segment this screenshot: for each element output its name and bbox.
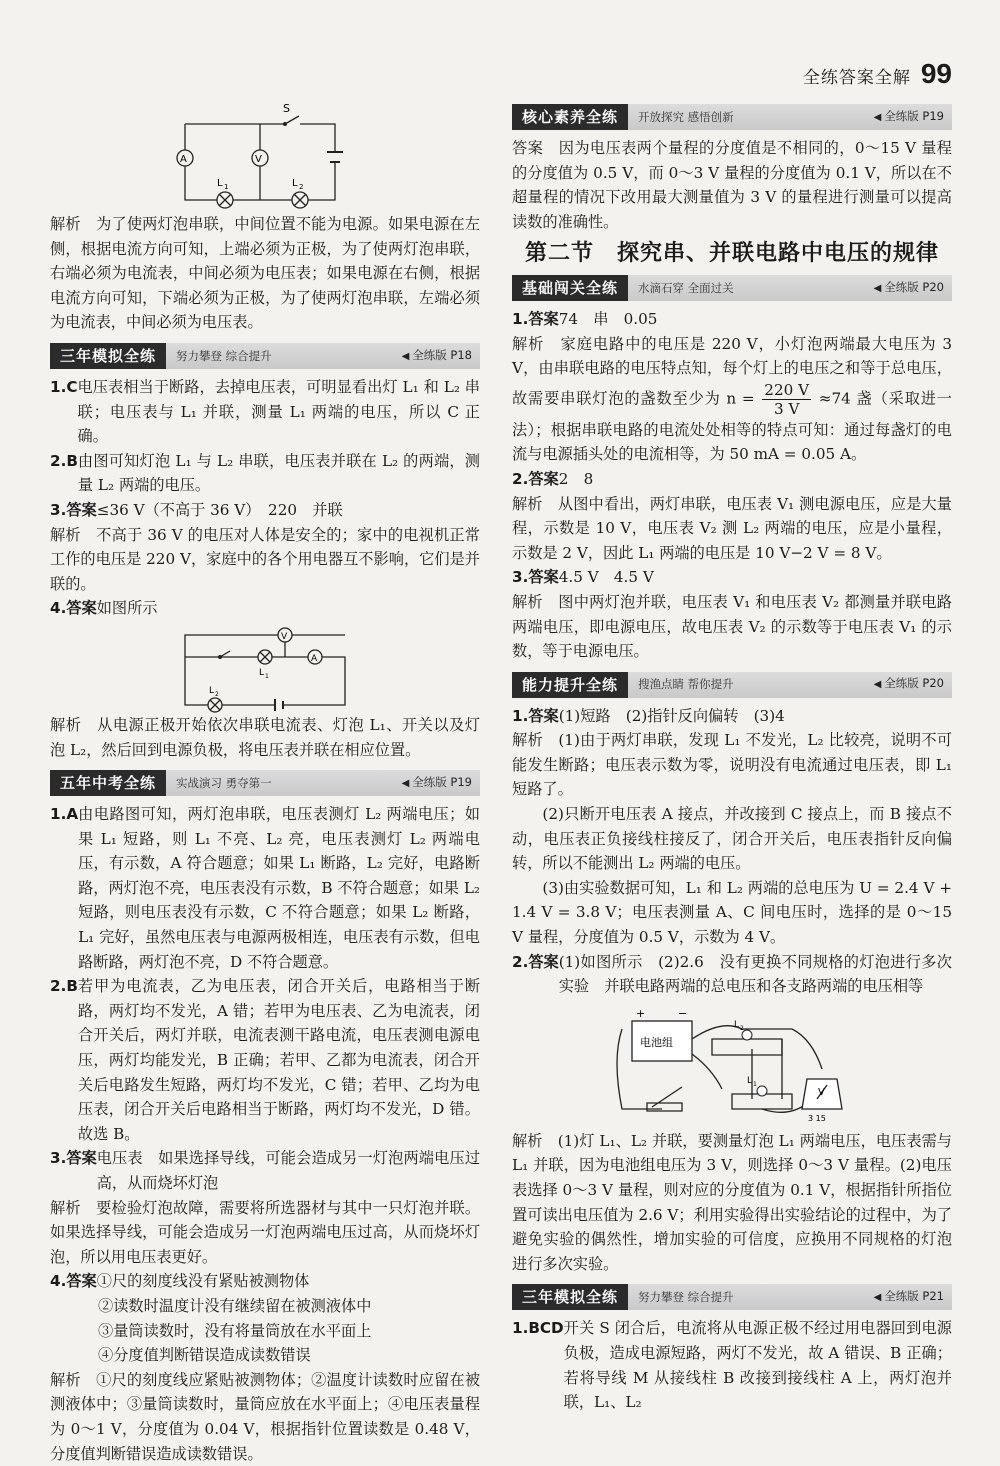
lamp-l2-label: L (734, 1019, 740, 1030)
basic-question-1-answer: 1.答案 74 串 0.05 (512, 309, 658, 328)
right-column (512, 100, 952, 1415)
banner-five-year-exam (50, 770, 480, 796)
banner-subtitle: 开放探究 感悟创新 (638, 109, 734, 124)
question-4-answer: 4.答案 如图所示 (50, 599, 158, 618)
ammeter-label: A (180, 154, 187, 165)
lamp-l1-label: L (747, 1075, 753, 1086)
arrow-icon: ◀ (873, 111, 882, 123)
question-4-analysis: 解析 从电源正极开始依次串联电流表、灯泡 L₁、开关以及灯泡 L₂，然后回到电源负极，将电压表并联在相应位置。 (50, 715, 480, 759)
banner-subtitle: 搜渔点睛 帮你提升 (638, 677, 734, 692)
switch-label: S (283, 102, 290, 115)
arrow-icon: ◀ (873, 1292, 882, 1304)
core-answer: 答案 因为电压表两个量程的分度值是不相同的，0～15 V 量程的分度值为 0.5 V，而 0～3 V 量程的分度值为 0.1 V，所以在不超量程的情况下改用最大测量值为 3 V 的量程进行测量可以提高读数的准确性。 (512, 139, 952, 231)
arrow-icon: ◀ (873, 282, 882, 294)
exam-question-1: 1.A 由电路图可知，两灯泡串联，电压表测灯 L₂ 两端电压；如果 L₁ 短路，则 L₁ 不亮、L₂ 亮，电压表测灯 L₂ 两端电压，有示数，A 符合题意；如果 L₁ 断路，L₂ 完好，电路断路，两灯泡不亮，电压表没有示数，B 不符合题意；如果 L₂ 短路，则电压表没有示数，C 不符合题意；如果 L₂ 断路，L₁ 完好，虽然电压表与电源两极相连，电压表有示数，但电路断路，两灯泡不亮，D 不符合题意。 (50, 805, 480, 971)
section-title: 第二节 探究串、并联电路中电压的规律 (524, 241, 939, 267)
left-column (50, 100, 480, 1466)
ammeter-label: A (311, 653, 318, 664)
svg-text:1: 1 (224, 183, 229, 191)
basic-question-1-analysis: 解析 家庭电路中的电压是 220 V，小灯泡两端最大电压为 3 V，由串联电路的电压特点知，每个灯上的电压之和等于总电压，故需要串联灯泡的盏数至少为 n = $\frac{220 V}{3 V}$ ≈74 盏（采取进一法）；根据串联电路的电流处处相等的特点可知：通过每盏灯的电流与电源插头处的电流相等，为 50 mA = 0.05 A。 (512, 334, 952, 464)
circuit-apparatus-diagram (612, 999, 852, 1129)
exam-question-3-analysis: 解析 要检验灯泡故障，需要将所选器材与其中一只灯泡并联。如果选择导线，可能会造成另一灯泡两端电压过高，从而烧坏灯泡，所以用电压表更好。 (50, 1198, 480, 1266)
svg-text:1: 1 (265, 672, 269, 680)
arrow-icon: ◀ (401, 777, 410, 789)
question-1: 1.C 电压表相当于断路，去掉电压表，可明显看出灯 L₁ 和 L₂ 串联；电压表与 L₁ 并联，测量 L₁ 两端的电压，所以 C 正确。 (50, 377, 480, 446)
basic-question-2-analysis: 解析 从图中看出，两灯串联，电压表 V₁ 测电源电压，应是大量程，示数是 10 V，电压表 V₂ 测 L₂ 两端的电压，应是小量程，示数是 2 V，因此 L₁ 两端的电压是 10 V−2 V = 8 V。 (512, 494, 952, 562)
banner-subtitle: 努力攀登 综合提升 (176, 348, 272, 363)
banner-title: 能力提升全练 (516, 672, 628, 698)
lamp-l2-label: L (292, 178, 298, 189)
banner-three-year-mock-2 (512, 1284, 952, 1310)
exam-question-3-answer: 3.答案 电压表 如果选择导线，可能会造成另一灯泡两端电压过高，从而烧坏灯泡 (50, 1149, 480, 1192)
banner-subtitle: 实战演习 勇夺第一 (176, 775, 272, 790)
voltmeter-scale: 3 15 (808, 1113, 826, 1123)
page-number: 99 (920, 58, 952, 89)
banner-page-ref: ◀ 全练版 P20 (873, 676, 944, 691)
lamp-l2-label: L (209, 685, 215, 696)
banner-title: 三年模拟全练 (516, 1284, 628, 1310)
banner-subtitle: 努力攀登 综合提升 (638, 1290, 734, 1305)
banner-title: 基础闯关全练 (516, 275, 628, 301)
ability-question-2-analysis: 解析 (1)灯 L₁、L₂ 并联，要测量灯泡 L₁ 两端电压，电压表需与 L₁ 并联，因为电池组电压为 3 V，则选择 0～3 V 量程。(2)电压表选择 0～3 V 量程，则对应的分度值为 0.1 V，根据指针所指位置可读出电压值为 2.6 V；利用实验得出实验结论的过程中，为了避免实验的偶然性，增加实验的可信度，应换用不同规格的灯泡进行多次实验。 (512, 1131, 952, 1273)
voltmeter-label: V (255, 154, 262, 165)
banner-basic-level (512, 275, 952, 301)
circuit-diagram-2 (165, 621, 365, 713)
banner-title: 三年模拟全练 (54, 343, 166, 369)
banner-title: 核心素养全练 (516, 104, 628, 130)
exam-question-2: 2.B 若甲为电流表，乙为电压表，闭合开关后，电路相当于断路，两灯均不发光，A 错；若甲为电压表、乙为电流表，闭合开关后，两灯并联，电流表测干路电流，电压表测电源电压，两灯均能发光，B 正确；若甲、乙都为电流表，闭合开关后电路发生短路，两灯均不发光，C 错；若甲、乙均为电压表，闭合开关后电路相当于断路，两灯均不发光，D 错。故选 B。 (50, 977, 480, 1143)
question-2: 2.B 由图可知灯泡 L₁ 与 L₂ 串联，电压表并联在 L₂ 的两端，测量 L₂ 两端的电压。 (50, 451, 480, 495)
voltmeter-label: V (818, 1086, 825, 1098)
banner-subtitle: 水滴石穿 全面过关 (638, 280, 734, 295)
page-header (803, 58, 952, 90)
exam-question-4-line-4: ④分度值判断错误造成读数错误 (98, 1346, 311, 1365)
exam-question-4-analysis: 解析 ①尺的刻度线应紧贴被测物体；②温度计读数时应留在被测液体中；③量筒读数时，量筒应放在水平面上；④电压表量程为 0～1 V，分度值为 0.04 V，根据指针位置读数是 0.48 V，分度值判断错误造成读数错误。 (50, 1370, 480, 1463)
svg-text:1: 1 (753, 1080, 757, 1088)
basic-question-3-analysis: 解析 图中两灯泡并联，电压表 V₁ 和电压表 V₂ 都测量并联电路两端电压，即电源电压，故电压表 V₂ 的示数等于电压表 V₁ 的示数，等于电源电压。 (512, 592, 952, 661)
banner-ability-boost (512, 672, 952, 698)
circuit-diagram-1 (165, 100, 365, 212)
battery-label: 电池组 (640, 1035, 673, 1049)
ability-question-1-analysis: 解析 (1)由于两灯串联，发现 L₁ 不发光，L₂ 比较亮，说明不可能发生断路；电压表示数为零，说明没有电流通过电压表，即 L₁ 短路了。 (512, 731, 952, 799)
header-label: 全练答案全解 (802, 68, 911, 88)
exam-question-4-line-3: ③量筒读数时，没有将量筒放在水平面上 (98, 1321, 372, 1340)
exam-question-4-answer: 4.答案 ①尺的刻度线没有紧贴被测物体 (50, 1272, 310, 1291)
question-3-answer: 3.答案 ≤36 V（不高于 36 V） 220 并联 (50, 500, 343, 519)
minus-terminal: − (678, 1006, 688, 1020)
basic-question-2-answer: 2.答案 2 8 (512, 469, 594, 488)
banner-three-year-mock (50, 343, 480, 369)
basic-question-3-answer: 3.答案 4.5 V 4.5 V (512, 568, 654, 587)
lamp-l1-label: L (217, 178, 223, 189)
banner-page-ref: ◀ 全练版 P19 (401, 774, 472, 789)
svg-text:2: 2 (740, 1024, 744, 1032)
banner-page-ref: ◀ 全练版 P19 (873, 108, 944, 123)
arrow-icon: ◀ (401, 350, 410, 362)
voltmeter-label: V (281, 631, 288, 642)
ability-question-2-answer: 2.答案 (1)如图所示 (2)2.6 没有更换不同规格的灯泡进行多次实验 并联电路两端的总电压和各支路两端的电压相等 (512, 952, 952, 996)
mock-question-1: 1.BCD 开关 S 闭合后，电流将从电源正极不经过用电器回到电源负极，造成电源短路，两灯不发光，故 A 错误、B 正确；若将导线 M 从接线柱 B 改接到接线柱 A 上，两灯泡并联，L₁、L₂ (512, 1319, 952, 1412)
question-3-analysis: 解析 不高于 36 V 的电压对人体是安全的；家中的电视机正常工作的电压是 220 V，家庭中的各个用电器互不影响，它们是并联的。 (50, 525, 480, 593)
analysis-intro: 解析 为了使两灯泡串联，中间位置不能为电源。如果电源在左侧，根据电流方向可知，上端必须为正极，为了使两灯泡串联，右端必须为电流表，中间必须为电压表；如果电源在右侧，根据电流方向可知，下端必须为正极，为了使两灯泡串联，左端必须为电流表，中间必须为电压表。 (50, 215, 480, 332)
ability-question-1-part-3: (3)由实验数据可知，L₁ 和 L₂ 两端的总电压为 U = 2.4 V + 1.4 V = 3.8 V；电压表测量 A、C 间电压时，选择的是 0～15 V 量程，分度值为 0.5 V，示数为 4 V。 (512, 878, 952, 947)
ability-question-1-part-2: (2)只断开电压表 A 接点，并改接到 C 接点上，而 B 接点不动，电压表正负接线柱接反了，闭合开关后，电压表指针反向偏转，所以不能测出 L₂ 两端的电压。 (512, 805, 952, 873)
exam-question-4-line-2: ②读数时温度计没有继续留在被测液体中 (98, 1296, 372, 1315)
lamp-l1-label: L (259, 667, 265, 678)
banner-core-literacy (512, 104, 952, 130)
ability-question-1-answer: 1.答案 (1)短路 (2)指针反向偏转 (3)4 (512, 706, 785, 725)
svg-text:2: 2 (215, 690, 219, 698)
banner-page-ref: ◀ 全练版 P21 (873, 1289, 944, 1304)
banner-page-ref: ◀ 全练版 P18 (401, 347, 472, 362)
svg-text:2: 2 (299, 183, 304, 191)
plus-terminal: + (636, 1006, 646, 1020)
banner-title: 五年中考全练 (54, 770, 166, 796)
banner-page-ref: ◀ 全练版 P20 (873, 279, 944, 294)
fraction: $\frac{220 V}{3 V}$ (764, 380, 810, 418)
arrow-icon: ◀ (873, 679, 882, 691)
